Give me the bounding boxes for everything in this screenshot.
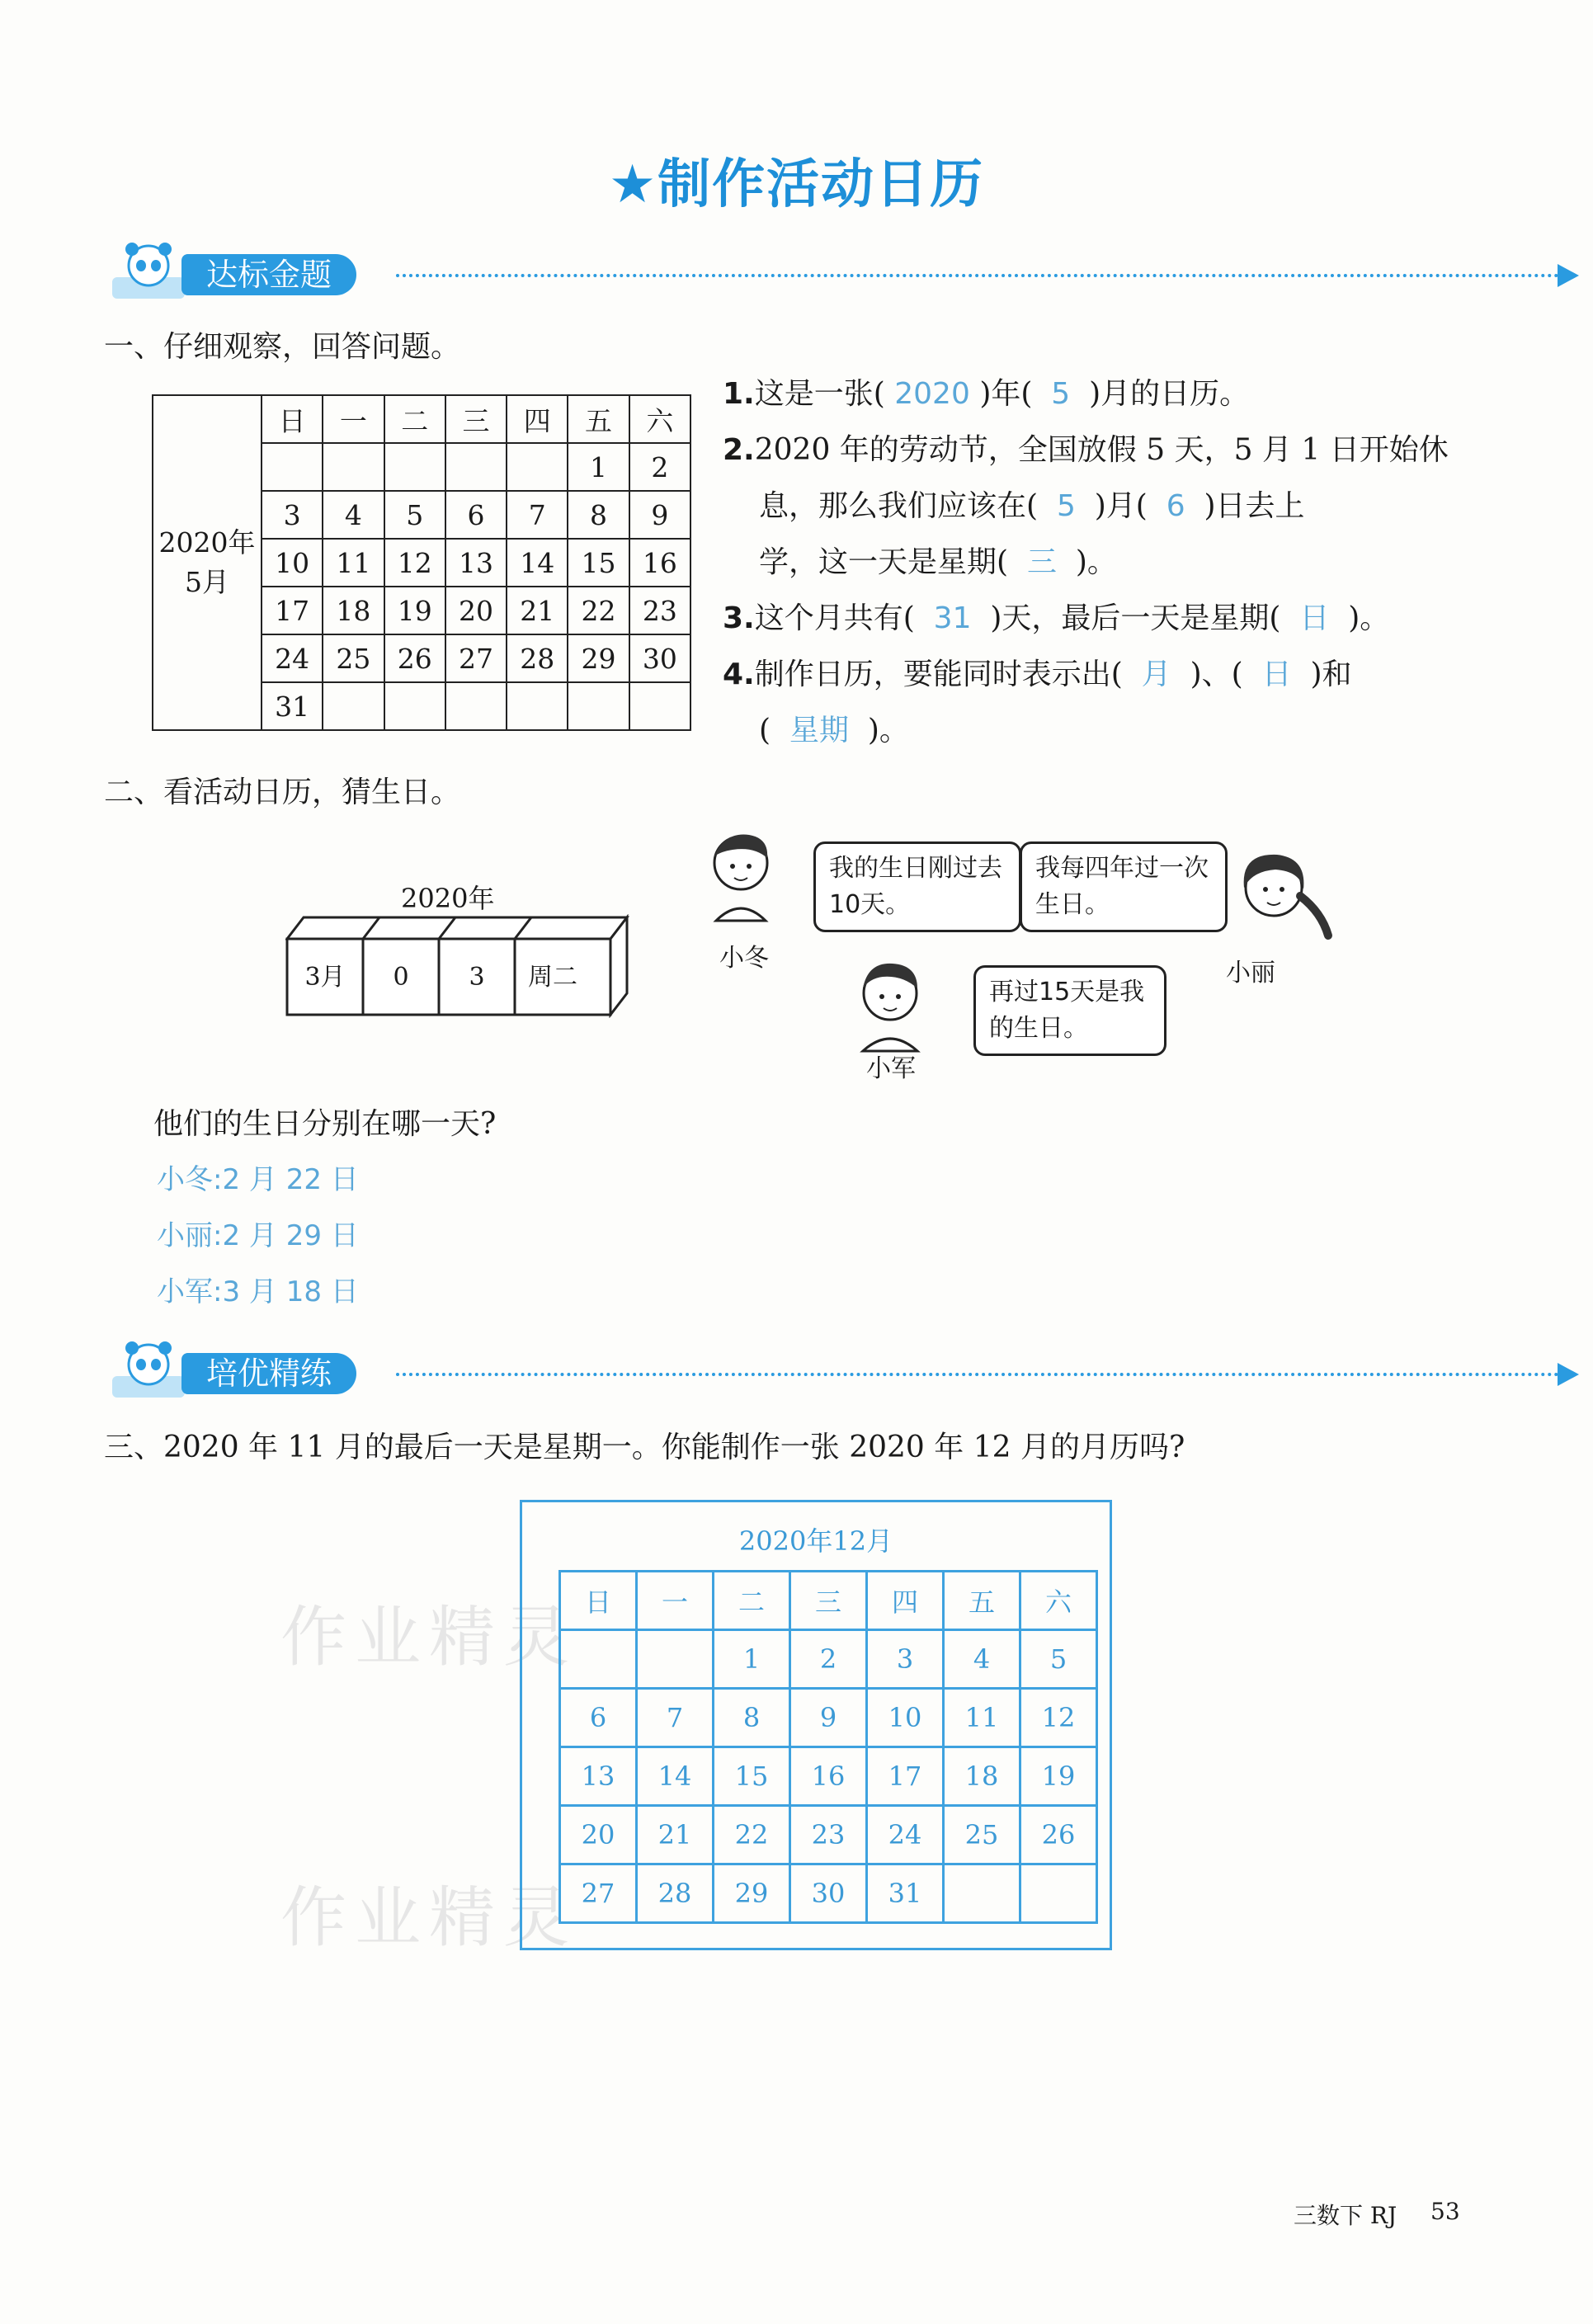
day-cell: 5 xyxy=(384,491,445,539)
item-2-line-3: 学，这一天是星期( 三 )。 xyxy=(759,545,1117,579)
dotted-line xyxy=(396,1373,1559,1376)
day-cell: 1 xyxy=(714,1630,790,1689)
day-cell: 11 xyxy=(944,1689,1020,1747)
answer: 2020 xyxy=(894,377,970,411)
question-1-heading: 一、仔细观察，回答问题。 xyxy=(104,330,461,364)
day-cell: 21 xyxy=(637,1806,714,1864)
day-cell: 22 xyxy=(568,587,629,634)
day-cell: 14 xyxy=(507,539,568,587)
item-3: 3.这个月共有( 31 )天，最后一天是星期( 日 )。 xyxy=(723,601,1390,635)
question-2-prompt: 他们的生日分别在哪一天? xyxy=(153,1107,497,1141)
speech-bubble-xiaodong: 我的生日刚过去10天。 xyxy=(813,841,1021,932)
day-cell xyxy=(323,682,384,730)
day-cell: 23 xyxy=(629,587,690,634)
question-1-items xyxy=(723,366,1449,759)
weekday-cell: 日 xyxy=(262,395,323,443)
block-month: 3月 xyxy=(304,963,346,992)
day-cell: 13 xyxy=(560,1747,637,1806)
answer: 日 xyxy=(1261,658,1292,691)
dotted-line xyxy=(396,274,1559,277)
name-xiaojun: 小军 xyxy=(866,1054,916,1083)
name-xiaodong: 小冬 xyxy=(719,944,769,973)
arrow-right-icon xyxy=(1558,264,1579,287)
block-weekday: 周二 xyxy=(528,963,577,992)
day-cell: 3 xyxy=(867,1630,944,1689)
calendar-title: 2020年12月 xyxy=(738,1525,893,1557)
item-1: 1.这是一张( 2020 )年( 5 )月的日历。 xyxy=(723,377,1250,411)
boy-xiaojun-icon xyxy=(845,950,936,1058)
name-xiaoli: 小丽 xyxy=(1226,959,1275,988)
day-cell: 18 xyxy=(323,587,384,634)
day-cell: 2 xyxy=(790,1630,867,1689)
day-cell: 12 xyxy=(1020,1689,1097,1747)
weekday-cell: 一 xyxy=(637,1572,714,1630)
boy-xiaodong-icon xyxy=(700,822,782,929)
footer-book: 三数下 RJ xyxy=(1294,2202,1397,2229)
weekday-cell: 三 xyxy=(445,395,507,443)
day-cell: 26 xyxy=(384,634,445,682)
day-cell: 15 xyxy=(714,1747,790,1806)
weekday-cell: 二 xyxy=(714,1572,790,1630)
weekday-cell: 五 xyxy=(568,395,629,443)
day-cell: 24 xyxy=(262,634,323,682)
day-cell xyxy=(384,682,445,730)
day-cell: 7 xyxy=(507,491,568,539)
page-number: 53 xyxy=(1430,2198,1460,2225)
weekday-cell: 六 xyxy=(629,395,690,443)
day-cell: 25 xyxy=(323,634,384,682)
item-4-line-2: ( 星期 )。 xyxy=(759,714,909,747)
day-cell: 4 xyxy=(944,1630,1020,1689)
day-cell: 20 xyxy=(560,1806,637,1864)
girl-xiaoli-icon xyxy=(1224,838,1340,954)
day-cell: 10 xyxy=(867,1689,944,1747)
day-cell xyxy=(384,443,445,491)
watermark: 作业精灵 xyxy=(280,1599,577,1676)
answer: 31 xyxy=(933,601,972,635)
answer-xiaojun: 小军:3 月 18 日 xyxy=(157,1275,359,1308)
day-cell xyxy=(445,682,507,730)
december-calendar xyxy=(520,1500,1112,1950)
answer: 日 xyxy=(1299,601,1330,635)
day-cell: 4 xyxy=(323,491,384,539)
day-cell xyxy=(629,682,690,730)
answer: 6 xyxy=(1166,489,1185,523)
day-cell: 26 xyxy=(1020,1806,1097,1864)
question-3-heading: 三、2020 年 11 月的最后一天是星期一。你能制作一张 2020 年 12 月的月历吗? xyxy=(104,1431,1185,1464)
day-cell xyxy=(323,443,384,491)
day-cell: 24 xyxy=(867,1806,944,1864)
day-cell xyxy=(568,682,629,730)
day-cell: 31 xyxy=(867,1864,944,1923)
day-cell: 18 xyxy=(944,1747,1020,1806)
day-cell: 5 xyxy=(1020,1630,1097,1689)
weekday-cell: 一 xyxy=(323,395,384,443)
weekday-cell: 二 xyxy=(384,395,445,443)
section-banner-2 xyxy=(99,1346,1584,1396)
day-cell: 22 xyxy=(714,1806,790,1864)
day-cell xyxy=(507,682,568,730)
day-cell: 13 xyxy=(445,539,507,587)
calendar-side-label: 2020年 5月 xyxy=(153,395,262,730)
section-banner-1 xyxy=(99,247,1584,297)
day-cell: 19 xyxy=(1020,1747,1097,1806)
block-digit-2: 3 xyxy=(469,963,485,992)
day-cell: 21 xyxy=(507,587,568,634)
answer-xiaodong: 小冬:2 月 22 日 xyxy=(157,1163,359,1196)
day-cell: 30 xyxy=(629,634,690,682)
day-cell: 25 xyxy=(944,1806,1020,1864)
panda-mascot-icon xyxy=(107,238,190,304)
day-cell: 15 xyxy=(568,539,629,587)
day-cell: 31 xyxy=(262,682,323,730)
day-cell xyxy=(445,443,507,491)
day-cell: 9 xyxy=(629,491,690,539)
weekday-cell: 日 xyxy=(560,1572,637,1630)
day-cell: 29 xyxy=(714,1864,790,1923)
day-cell: 19 xyxy=(384,587,445,634)
day-cell: 7 xyxy=(637,1689,714,1747)
weekday-cell: 四 xyxy=(507,395,568,443)
answer: 5 xyxy=(1051,377,1071,411)
day-cell xyxy=(944,1864,1020,1923)
december-grid xyxy=(558,1570,1098,1924)
page-title: ★制作活动日历 xyxy=(608,154,985,215)
panda-mascot-icon xyxy=(107,1336,190,1402)
day-cell: 8 xyxy=(568,491,629,539)
day-cell: 27 xyxy=(560,1864,637,1923)
block-digit-1: 0 xyxy=(393,963,409,992)
answer: 星期 xyxy=(789,714,849,747)
arrow-right-icon xyxy=(1558,1363,1579,1386)
day-cell: 9 xyxy=(790,1689,867,1747)
day-cell: 17 xyxy=(262,587,323,634)
item-2: 2.2020 年的劳动节，全国放假 5 天，5 月 1 日开始休 xyxy=(723,433,1449,467)
answer: 月 xyxy=(1141,658,1171,691)
day-cell: 12 xyxy=(384,539,445,587)
day-cell: 30 xyxy=(790,1864,867,1923)
watermark: 作业精灵 xyxy=(280,1879,577,1956)
day-cell: 6 xyxy=(445,491,507,539)
day-cell: 3 xyxy=(262,491,323,539)
day-cell: 20 xyxy=(445,587,507,634)
day-cell: 17 xyxy=(867,1747,944,1806)
day-cell: 1 xyxy=(568,443,629,491)
day-cell: 28 xyxy=(637,1864,714,1923)
day-cell xyxy=(560,1630,637,1689)
block-calendar-year: 2020年 xyxy=(401,883,495,914)
day-cell: 23 xyxy=(790,1806,867,1864)
day-cell xyxy=(1020,1864,1097,1923)
question-2-heading: 二、看活动日历，猜生日。 xyxy=(104,775,461,809)
answer: 三 xyxy=(1026,545,1057,579)
day-cell: 2 xyxy=(629,443,690,491)
speech-bubble-xiaoli: 我每四年过一次生日。 xyxy=(1020,841,1228,932)
day-cell: 10 xyxy=(262,539,323,587)
weekday-cell: 六 xyxy=(1020,1572,1097,1630)
day-cell: 14 xyxy=(637,1747,714,1806)
weekday-cell: 三 xyxy=(790,1572,867,1630)
weekday-cell: 五 xyxy=(944,1572,1020,1630)
day-cell: 16 xyxy=(790,1747,867,1806)
day-cell: 8 xyxy=(714,1689,790,1747)
day-cell: 11 xyxy=(323,539,384,587)
day-cell: 6 xyxy=(560,1689,637,1747)
day-cell: 27 xyxy=(445,634,507,682)
answer: 5 xyxy=(1056,489,1076,523)
day-cell xyxy=(507,443,568,491)
item-2-line-2: 息，那么我们应该在( 5 )月( 6 )日去上 xyxy=(759,489,1305,523)
section-label: 培优精练 xyxy=(181,1353,356,1394)
item-4: 4.制作日历，要能同时表示出( 月 )、( 日 )和 xyxy=(723,658,1352,691)
day-cell: 29 xyxy=(568,634,629,682)
section-label: 达标金题 xyxy=(181,254,356,295)
day-cell xyxy=(262,443,323,491)
day-cell xyxy=(637,1630,714,1689)
day-cell: 28 xyxy=(507,634,568,682)
answer-xiaoli: 小丽:2 月 29 日 xyxy=(157,1219,359,1252)
speech-bubble-xiaojun: 再过15天是我的生日。 xyxy=(973,965,1166,1056)
weekday-cell: 四 xyxy=(867,1572,944,1630)
may-calendar xyxy=(152,394,691,731)
day-cell: 16 xyxy=(629,539,690,587)
